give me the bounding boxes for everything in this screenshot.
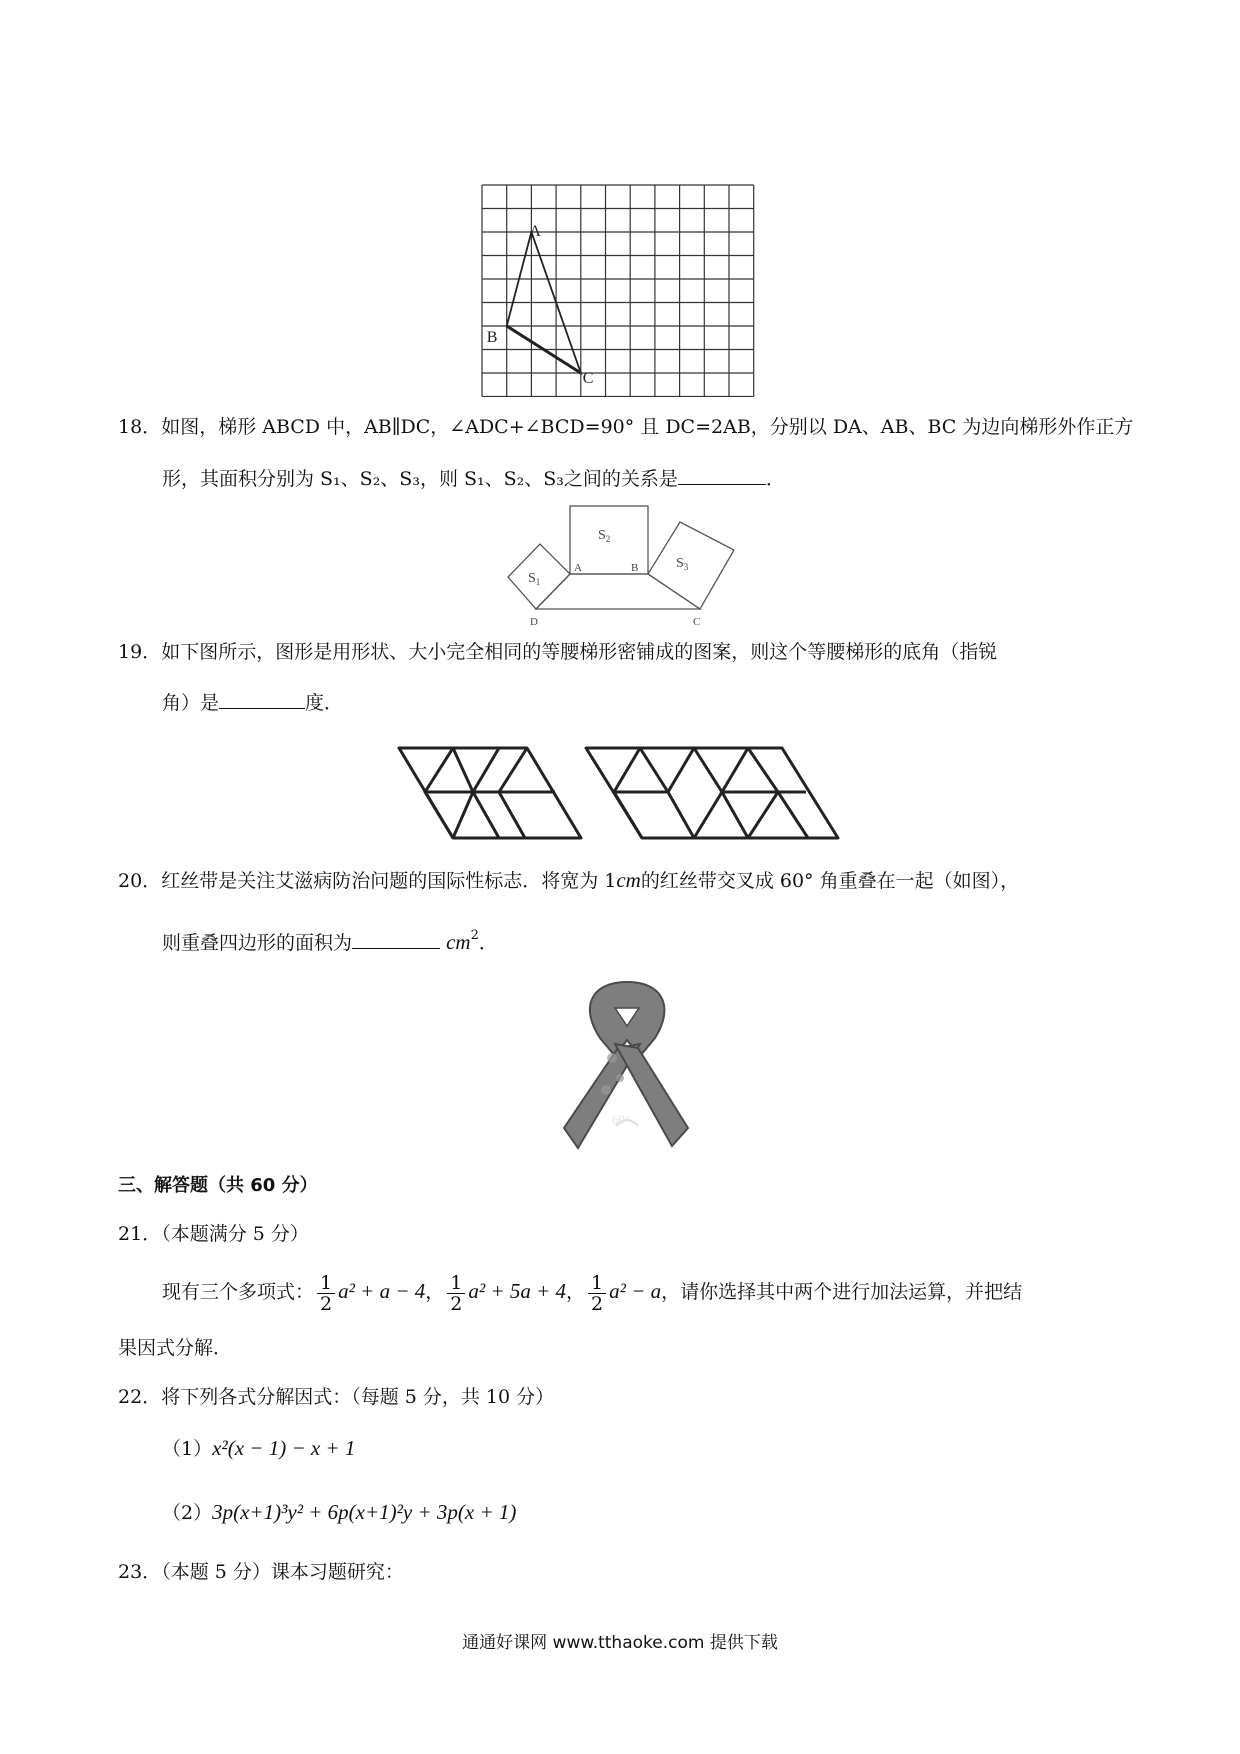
q20-line1: 20．红丝带是关注艾滋病防治问题的国际性标志．将宽为 1cm的红丝带交叉成 60° 角重叠在一起（如图）， bbox=[118, 868, 1020, 892]
square-s3 bbox=[648, 522, 734, 609]
q21-line2: 果因式分解． bbox=[118, 1337, 233, 1359]
label-c: C bbox=[693, 616, 701, 628]
q23-line: 23．（本题 5 分）课本习题研究： bbox=[118, 1561, 404, 1583]
q21-line1: 现有三个多项式： $\frac{1}{2}$ a² + a − 4， $\frac{1}{2}$ a² + 5a + 4， $\frac{1}{2}$ a² − a，请你选择其中两个进行加法运算，并把结 bbox=[162, 1271, 1023, 1315]
label-b: B bbox=[631, 562, 639, 574]
label-a: A bbox=[529, 223, 541, 240]
fraction-one-half: $\frac{1}{2}$ bbox=[588, 1273, 606, 1314]
fraction-one-half: $\frac{1}{2}$ bbox=[317, 1273, 335, 1314]
section-title: 三、解答题（共 60 分） bbox=[118, 1175, 318, 1196]
label-b: B bbox=[486, 329, 498, 346]
label-a: A bbox=[574, 562, 582, 574]
ribbon-angle-label: 60° bbox=[612, 1112, 631, 1127]
q20-line2: 则重叠四边形的面积为 $cm^2$． bbox=[162, 928, 498, 954]
red-ribbon-figure bbox=[560, 978, 695, 1158]
q19-number: 19． bbox=[118, 641, 162, 663]
q18-line2: 形，其面积分别为 S₁、S₂、S₃，则 S₁、S₂、S₃之间的关系是 ． bbox=[162, 464, 785, 493]
fraction-one-half: $\frac{1}{2}$ bbox=[447, 1273, 465, 1314]
q22-item2: （2）3p(x+1)³y² + 6p(x+1)²y + 3p(x + 1) bbox=[162, 1500, 517, 1524]
q22-number: 22． bbox=[118, 1386, 162, 1408]
label-s2: $S_2$ bbox=[598, 528, 611, 544]
q23-number: 23． bbox=[118, 1561, 162, 1583]
q18-number: 18． bbox=[118, 416, 162, 438]
trapezoid-squares-figure bbox=[500, 282, 750, 632]
q19-answer-blank bbox=[219, 688, 305, 709]
q21-number: 21． bbox=[118, 1223, 162, 1245]
label-s3: $S_3$ bbox=[676, 556, 689, 572]
trapezoid-abcd bbox=[536, 574, 700, 609]
q22-item1: （1）x²(x − 1) − x + 1 bbox=[162, 1436, 356, 1460]
q21-header: 21．（本题满分 5 分） bbox=[118, 1223, 309, 1245]
label-s1: $S_1$ bbox=[528, 571, 541, 587]
q19-line1: 19．如下图所示，图形是用形状、大小完全相同的等腰梯形密铺成的图案，则这个等腰梯形的底角（指锐 bbox=[118, 641, 998, 663]
trapezoid-tiling-left bbox=[395, 744, 585, 842]
trapezoid-tiling-right bbox=[582, 744, 842, 842]
q19-line2: 角）是 度． bbox=[162, 688, 343, 717]
q18-line1: 18．如图，梯形 ABCD 中，AB∥DC，∠ADC+∠BCD=90° 且 DC=2AB，分别以 DA、AB、BC 为边向梯形外作正方 bbox=[118, 416, 1134, 438]
q20-answer-blank bbox=[352, 928, 440, 949]
label-c: C bbox=[582, 370, 594, 387]
q20-number: 20． bbox=[118, 870, 162, 892]
label-d: D bbox=[530, 616, 538, 628]
q22-header: 22．将下列各式分解因式：（每题 5 分，共 10 分） bbox=[118, 1386, 555, 1408]
page-footer: 通通好课网 www.tthaoke.com 提供下载 bbox=[462, 1633, 778, 1653]
